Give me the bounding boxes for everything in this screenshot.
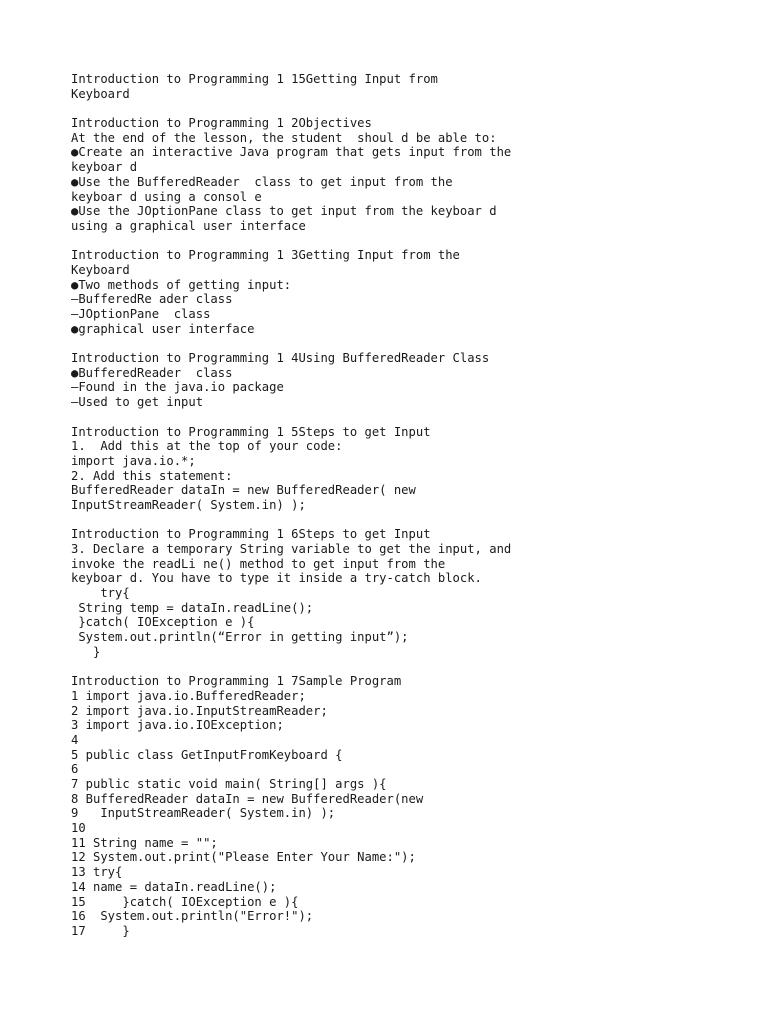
- text-line: 14 name = dataIn.readLine();: [71, 879, 277, 894]
- text-line: 9 InputStreamReader( System.in) );: [71, 806, 336, 821]
- text-line: 7 public static void main( String[] args ){: [71, 777, 387, 791]
- slide-heading-line: Introduction to Programming 1 6Steps to get Input: [71, 527, 431, 542]
- text-line: 12 System.out.print("Please Enter Your Name:");: [71, 850, 416, 865]
- slide-section: [71, 674, 751, 938]
- text-line: }catch( IOException e ){: [71, 615, 255, 630]
- slide-section: [71, 116, 751, 234]
- text-line: invoke the readLi ne() method to get input from the: [71, 556, 446, 571]
- text-line: 2 import java.io.InputStreamReader;: [71, 703, 328, 718]
- slide-heading-line: Introduction to Programming 1 3Getting Input from the: [71, 248, 460, 263]
- slide-heading-line: Introduction to Programming 1 5Steps to get Input: [71, 424, 431, 439]
- slide-heading-line: Introduction to Programming 1 15Getting Input from: [71, 72, 438, 86]
- text-line: 2. Add this statement:: [71, 468, 233, 483]
- text-line: try{: [71, 586, 130, 601]
- text-line: 1 import java.io.BufferedReader;: [71, 688, 306, 703]
- text-line: –Found in the java.io package: [71, 380, 284, 395]
- text-line: 8 BufferedReader dataIn = new BufferedReader(new: [71, 791, 424, 806]
- slide-section: [71, 425, 751, 513]
- text-line: ●BufferedReader class: [71, 365, 233, 380]
- document-body: [71, 72, 751, 953]
- text-line: Keyboard: [71, 86, 130, 101]
- text-line: System.out.println(“Error in getting input”);: [71, 630, 409, 645]
- text-line: ●Create an interactive Java program that gets input from the: [71, 145, 512, 160]
- slide-section: [71, 72, 751, 101]
- text-line: 4: [71, 732, 79, 747]
- text-line: Keyboard: [71, 262, 130, 277]
- slide-section: [71, 527, 751, 659]
- text-line: keyboar d. You have to type it inside a try-catch block.: [71, 571, 482, 586]
- text-line: 11 String name = "";: [71, 835, 218, 850]
- text-line: ●graphical user interface: [71, 321, 255, 336]
- text-line: –Used to get input: [71, 395, 204, 410]
- text-line: InputStreamReader( System.in) );: [71, 497, 306, 512]
- text-line: 3. Declare a temporary String variable to get the input, and: [71, 542, 512, 556]
- text-line: –JOptionPane class: [71, 307, 211, 321]
- slide-heading-line: Introduction to Programming 1 4Using BufferedReader Class: [71, 351, 490, 366]
- slide-section: [71, 351, 751, 410]
- text-line: 13 try{: [71, 865, 123, 880]
- slide-heading-line: Introduction to Programming 1 7Sample Program: [71, 674, 402, 689]
- text-line: At the end of the lesson, the student shoul d be able to:: [71, 130, 497, 145]
- text-line: keyboar d: [71, 160, 138, 175]
- text-line: ●Use the JOptionPane class to get input from the keyboar d: [71, 204, 497, 219]
- text-line: String temp = dataIn.readLine();: [71, 600, 314, 615]
- text-line: 16 System.out.println("Error!");: [71, 909, 314, 924]
- text-line: }: [71, 644, 101, 659]
- text-line: 3 import java.io.IOException;: [71, 718, 284, 733]
- text-line: using a graphical user interface: [71, 218, 306, 233]
- text-line: ●Use the BufferedReader class to get input from the: [71, 174, 453, 189]
- text-line: BufferedReader dataIn = new BufferedReader( new: [71, 483, 416, 498]
- text-line: 15 }catch( IOException e ){: [71, 894, 299, 909]
- text-line: keyboar d using a consol e: [71, 189, 262, 204]
- slide-heading-line: Introduction to Programming 1 2Objectives: [71, 116, 372, 131]
- text-line: 1. Add this at the top of your code:: [71, 439, 343, 454]
- text-line: import java.io.*;: [71, 453, 196, 468]
- text-line: –BufferedRe ader class: [71, 292, 233, 307]
- text-line: 10: [71, 821, 86, 836]
- slide-section: [71, 248, 751, 336]
- text-line: 6: [71, 762, 79, 777]
- text-line: 5 public class GetInputFromKeyboard {: [71, 747, 343, 762]
- text-line: ●Two methods of getting input:: [71, 277, 292, 292]
- text-line: 17 }: [71, 923, 130, 938]
